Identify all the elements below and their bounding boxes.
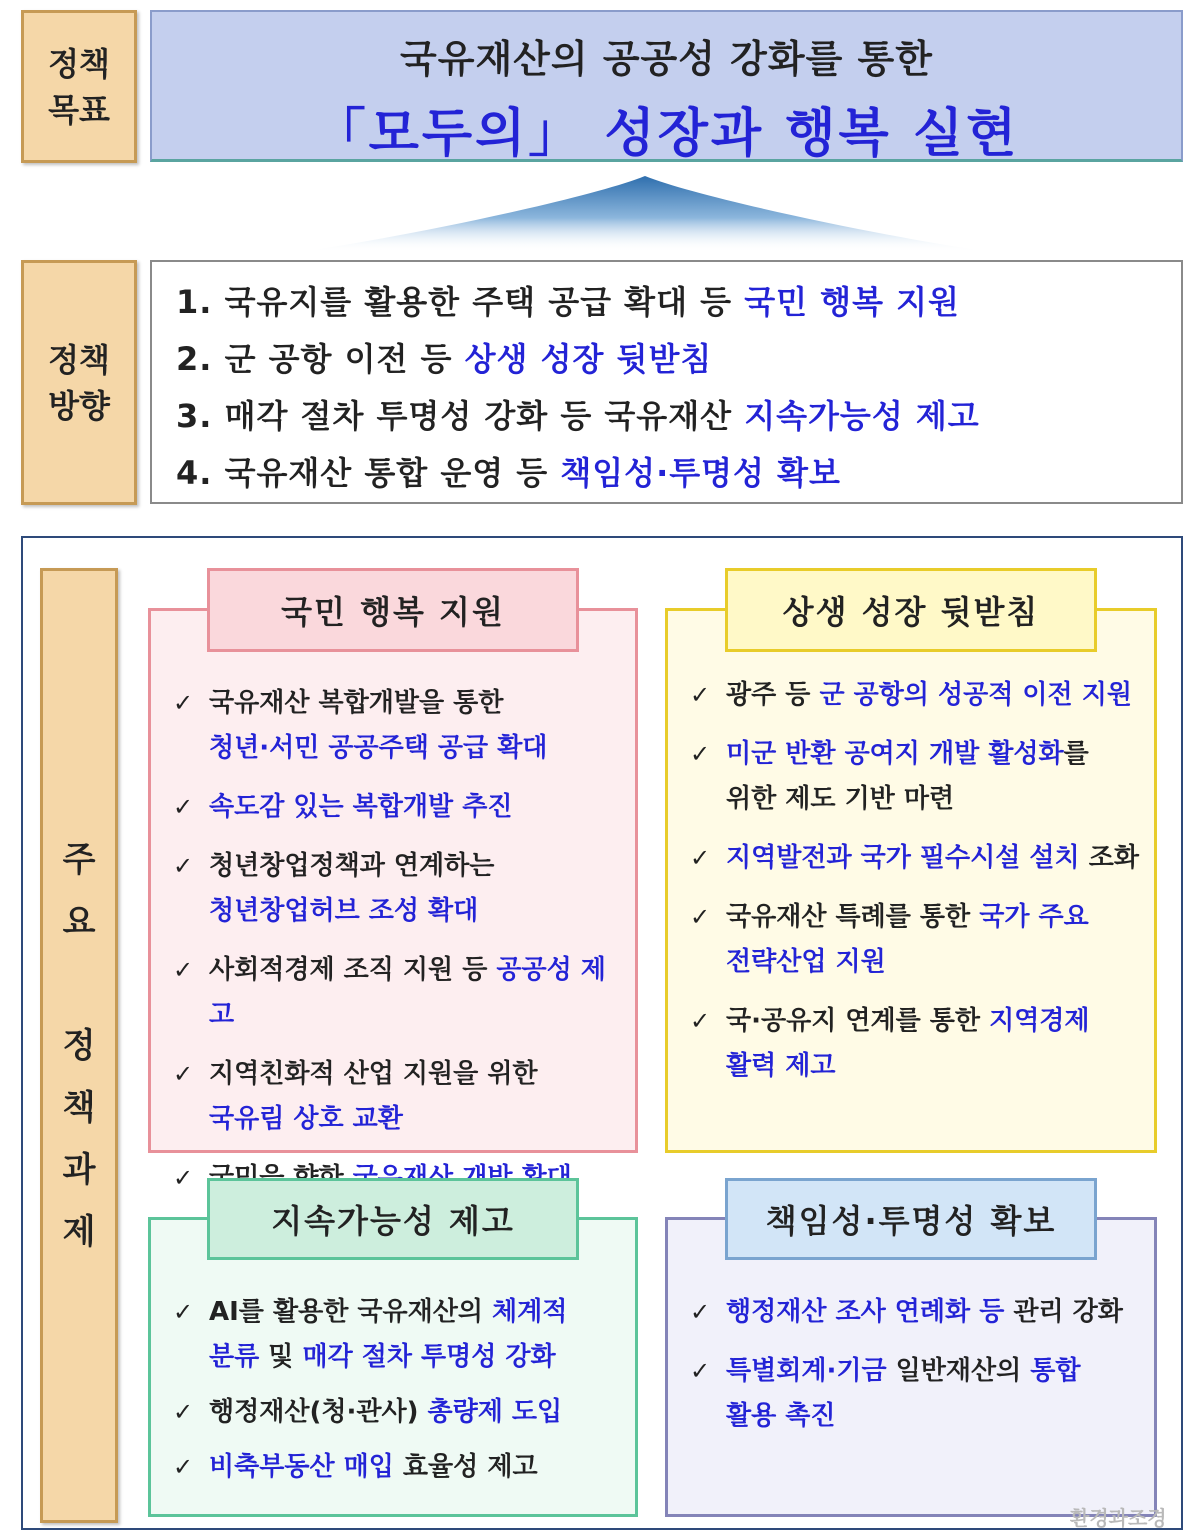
highlight-text: 공공성 제고 xyxy=(209,955,606,1030)
highlight-text: 분류 xyxy=(209,1342,260,1372)
list-item xyxy=(173,1052,625,1142)
check-icon: ✓ xyxy=(173,1298,194,1326)
direction-item-text: 4. 국유재산 통합 운영 등 xyxy=(176,454,561,492)
highlight-text: 국유림 상호 교환 xyxy=(209,1104,403,1134)
direction-item-text: 3. 매각 절차 투명성 강화 등 국유재산 xyxy=(176,397,745,435)
goal-label xyxy=(21,10,137,163)
check-icon: ✓ xyxy=(173,1060,194,1088)
item-text: 지역친화적 산업 지원을 위한 xyxy=(209,1059,538,1089)
item-text: 행정재산(청·관사) xyxy=(209,1397,428,1427)
item-text: 관리 강화 xyxy=(1004,1297,1123,1327)
list-item xyxy=(690,1349,1146,1439)
list-item xyxy=(173,1445,625,1490)
highlight-text: 통합 xyxy=(1030,1356,1081,1386)
direction-item-highlight: 책임성·투명성 확보 xyxy=(560,454,841,492)
item-text: 조화 xyxy=(1079,843,1139,873)
highlight-text: 국가 주요 xyxy=(979,902,1089,932)
list-item xyxy=(173,681,625,771)
goal-subtitle: 국유재산의 공공성 강화를 통한 xyxy=(400,37,933,81)
panel-items xyxy=(173,1290,625,1500)
highlight-text: 청년창업허브 조성 확대 xyxy=(209,896,479,926)
goal-label-text: 정책 목표 xyxy=(48,44,110,129)
item-text: 국유재산 복합개발을 통한 xyxy=(209,688,504,718)
highlight-text: 청년·서민 공공주택 공급 확대 xyxy=(209,733,548,763)
direction-item-highlight: 국민 행복 지원 xyxy=(744,283,960,321)
list-item xyxy=(690,836,1146,881)
highlight-text: 지역발전과 국가 필수시설 설치 xyxy=(726,843,1080,873)
panel-coexistence-growth xyxy=(665,608,1157,1153)
item-text: 사회적경제 조직 지원 등 xyxy=(209,955,497,985)
list-item xyxy=(173,1390,625,1435)
direction-item-highlight: 지속가능성 제고 xyxy=(744,397,980,435)
highlight-text: 체계적 xyxy=(492,1297,568,1327)
direction-box xyxy=(150,260,1183,504)
check-icon: ✓ xyxy=(690,740,711,768)
item-text: 국·공유지 연계를 통한 xyxy=(726,1006,990,1036)
panel-items xyxy=(690,1290,1146,1453)
highlight-text: 속도감 있는 복합개발 추진 xyxy=(209,792,513,822)
panel-items xyxy=(690,673,1146,1103)
goal-title: 「모두의」 성장과 행복 실현 xyxy=(313,104,1020,164)
highlight-text: 매각 절차 투명성 강화 xyxy=(302,1342,556,1372)
check-icon: ✓ xyxy=(173,793,194,821)
direction-item-text: 2. 군 공항 이전 등 xyxy=(176,340,465,378)
list-item xyxy=(173,785,625,830)
item-text: AI를 활용한 국유재산의 xyxy=(209,1297,492,1327)
tasks-label-text: 주 요 정 책 과 제 xyxy=(62,839,96,1252)
check-icon: ✓ xyxy=(173,1398,194,1426)
direction-item xyxy=(176,274,1181,331)
highlight-text: 미군 반환 공여지 개발 활성화 xyxy=(726,739,1064,769)
panel-accountability xyxy=(665,1217,1157,1517)
check-icon: ✓ xyxy=(173,689,194,717)
highlight-text: 전략산업 지원 xyxy=(726,947,886,977)
panel-sustainability xyxy=(148,1217,638,1517)
highlight-text: 비축부동산 매입 xyxy=(209,1452,394,1482)
direction-item-highlight: 상생 성장 뒷받침 xyxy=(464,340,713,378)
highlight-text: 행정재산 조사 연례화 등 xyxy=(726,1297,1005,1327)
check-icon: ✓ xyxy=(173,956,194,984)
direction-list xyxy=(176,274,1181,502)
item-text: 국유재산 특례를 통한 xyxy=(726,902,980,932)
goal-box xyxy=(150,10,1183,162)
panel-citizen-happiness xyxy=(148,608,638,1192)
highlight-text: 특별회계·기금 xyxy=(726,1356,887,1386)
tasks-label xyxy=(40,568,118,1523)
panel-title-sustainability: 지속가능성 제고 xyxy=(207,1178,579,1260)
direction-item xyxy=(176,445,1181,502)
check-icon: ✓ xyxy=(690,1007,711,1035)
highlight-text: 총량제 도입 xyxy=(427,1397,563,1427)
list-item xyxy=(173,844,625,934)
highlight-text: 지역경제 xyxy=(989,1006,1090,1036)
list-item xyxy=(173,948,625,1038)
panel-items xyxy=(173,681,625,1215)
check-icon: ✓ xyxy=(690,844,711,872)
item-text: 청년창업정책과 연계하는 xyxy=(209,851,495,881)
check-icon: ✓ xyxy=(690,681,711,709)
list-item xyxy=(690,1290,1146,1335)
list-item xyxy=(173,1290,625,1380)
direction-item-text: 1. 국유지를 활용한 주택 공급 확대 등 xyxy=(176,283,745,321)
item-text: 일반재산의 xyxy=(886,1356,1031,1386)
check-icon: ✓ xyxy=(173,1453,194,1481)
item-text: 효율성 제고 xyxy=(393,1452,538,1482)
panel-title-citizen-happiness: 국민 행복 지원 xyxy=(207,568,579,652)
list-item xyxy=(690,895,1146,985)
direction-item xyxy=(176,331,1181,388)
highlight-text: 활용 촉진 xyxy=(726,1401,836,1431)
up-arrow-icon xyxy=(290,168,1000,258)
direction-label xyxy=(21,260,137,505)
highlight-text: 군 공항의 성공적 이전 지원 xyxy=(819,680,1132,710)
panel-title-accountability: 책임성·투명성 확보 xyxy=(725,1178,1097,1260)
direction-label-text: 정책 방향 xyxy=(48,340,110,425)
item-text: 광주 등 xyxy=(726,680,820,710)
direction-item xyxy=(176,388,1181,445)
list-item xyxy=(690,999,1146,1089)
list-item xyxy=(690,673,1146,718)
item-text: 위한 제도 기반 마련 xyxy=(726,784,955,814)
check-icon: ✓ xyxy=(690,1357,711,1385)
check-icon: ✓ xyxy=(173,1164,194,1192)
check-icon: ✓ xyxy=(690,903,711,931)
check-icon: ✓ xyxy=(173,852,194,880)
watermark-logo: 환경과조경 xyxy=(1070,1506,1167,1530)
highlight-text: 활력 제고 xyxy=(726,1051,836,1081)
item-text: 를 xyxy=(1063,739,1089,769)
list-item xyxy=(690,732,1146,822)
check-icon: ✓ xyxy=(690,1298,711,1326)
panel-title-coexistence-growth: 상생 성장 뒷받침 xyxy=(725,568,1097,652)
item-text: 및 xyxy=(259,1342,303,1372)
